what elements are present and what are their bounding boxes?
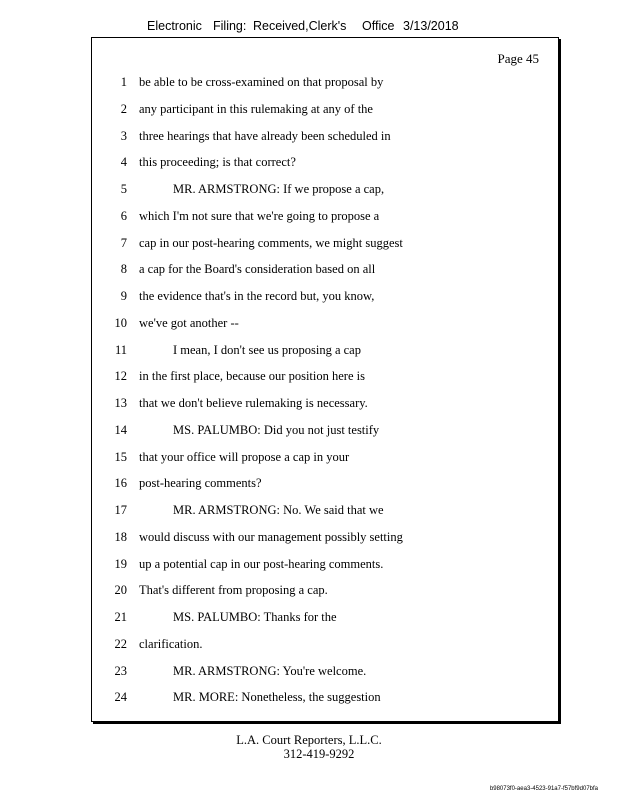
transcript-line — [92, 209, 558, 229]
line-number: 9 — [120, 289, 127, 303]
line-text: that your office will propose a cap in your — [139, 449, 350, 464]
filing-header-filing: Filing: — [213, 19, 247, 33]
line-number: 5 — [120, 182, 127, 196]
line-number: 22 — [114, 636, 127, 651]
line-text: that we don't believe rulemaking is necessary. — [139, 396, 368, 410]
line-number: 16 — [114, 476, 127, 491]
line-text: would discuss with our management possibly setting — [139, 529, 403, 544]
line-number: 15 — [114, 449, 127, 464]
transcript-line — [92, 343, 558, 363]
line-number: 20 — [114, 583, 127, 598]
filing-stamp-header — [0, 19, 618, 35]
line-number: 19 — [114, 556, 127, 571]
line-number: 13 — [114, 396, 127, 410]
transcript-line — [92, 262, 558, 282]
line-text: in the first place, because our position here is — [139, 369, 365, 384]
line-text: MR. ARMSTRONG: No. We said that we — [173, 503, 384, 517]
transcript-line — [92, 423, 558, 443]
line-text: MR. ARMSTRONG: If we propose a cap, — [173, 182, 385, 196]
transcript-line — [92, 289, 558, 309]
transcript-line — [92, 503, 558, 523]
line-number: 12 — [114, 369, 127, 384]
line-text: the evidence that's in the record but, you know, — [139, 289, 375, 303]
line-text: up a potential cap in our post-hearing comments. — [139, 556, 384, 571]
transcript-line — [92, 530, 558, 550]
line-text: this proceeding; is that correct? — [139, 155, 296, 170]
line-number: 11 — [114, 342, 127, 357]
transcript-line — [92, 316, 558, 336]
filing-header-received-clerks: Received,Clerk's — [253, 19, 347, 33]
line-text: MR. MORE: Nonetheless, the suggestion — [173, 690, 381, 705]
transcript-line — [92, 476, 558, 496]
line-text: we've got another -- — [139, 315, 239, 330]
transcript-page — [91, 37, 559, 722]
line-number: 8 — [120, 262, 127, 277]
line-number: 23 — [114, 663, 127, 678]
transcript-line — [92, 583, 558, 603]
page-number: Page 45 — [497, 51, 539, 66]
transcript-line — [92, 690, 558, 710]
transcript-line — [92, 637, 558, 657]
transcript-line — [92, 155, 558, 175]
line-number: 1 — [120, 75, 127, 89]
line-number: 3 — [120, 128, 127, 143]
transcript-line — [92, 102, 558, 122]
transcript-line — [92, 182, 558, 202]
line-number: 18 — [114, 529, 127, 544]
filing-header-electronic: Electronic — [147, 19, 202, 33]
line-number: 6 — [120, 208, 127, 223]
line-text: That's different from proposing a cap. — [139, 583, 328, 598]
line-number: 17 — [114, 503, 127, 517]
line-text: cap in our post-hearing comments, we might suggest — [139, 235, 403, 250]
transcript-line — [92, 369, 558, 389]
line-number: 14 — [114, 422, 127, 437]
transcript-line — [92, 129, 558, 149]
document-id: b98073f0-aea3-4523-91a7-f57bf9d07bfa — [489, 786, 598, 792]
line-text: MR. ARMSTRONG: You're welcome. — [173, 663, 367, 678]
transcript-line — [92, 236, 558, 256]
line-number: 2 — [120, 101, 127, 116]
transcript-line — [92, 557, 558, 577]
transcript-line — [92, 450, 558, 470]
line-text: which I'm not sure that we're going to propose a — [139, 208, 380, 223]
line-text: clarification. — [139, 636, 203, 651]
transcript-line — [92, 610, 558, 630]
filing-header-office: Office — [362, 19, 395, 33]
line-number: 10 — [114, 315, 127, 330]
line-text: MS. PALUMBO: Did you not just testify — [173, 422, 380, 437]
transcript-line — [92, 75, 558, 95]
line-text: I mean, I don't see us proposing a cap — [173, 342, 361, 357]
transcript-line — [92, 664, 558, 684]
line-text: MS. PALUMBO: Thanks for the — [173, 610, 337, 624]
line-text: any participant in this rulemaking at any of the — [139, 101, 373, 116]
line-number: 21 — [114, 610, 127, 624]
line-text: three hearings that have already been scheduled in — [139, 128, 391, 143]
line-text: post-hearing comments? — [139, 476, 262, 491]
court-reporter-name: L.A. Court Reporters, L.L.C. — [236, 733, 382, 747]
line-text: be able to be cross-examined on that proposal by — [139, 75, 384, 89]
line-number: 4 — [120, 155, 127, 170]
court-reporter-phone: 312-419-9292 — [283, 747, 355, 761]
transcript-line — [92, 396, 558, 416]
filing-header-date: 3/13/2018 — [403, 19, 459, 33]
line-text: a cap for the Board's consideration based on all — [139, 262, 376, 277]
line-number: 24 — [114, 690, 127, 705]
line-number: 7 — [120, 235, 127, 250]
